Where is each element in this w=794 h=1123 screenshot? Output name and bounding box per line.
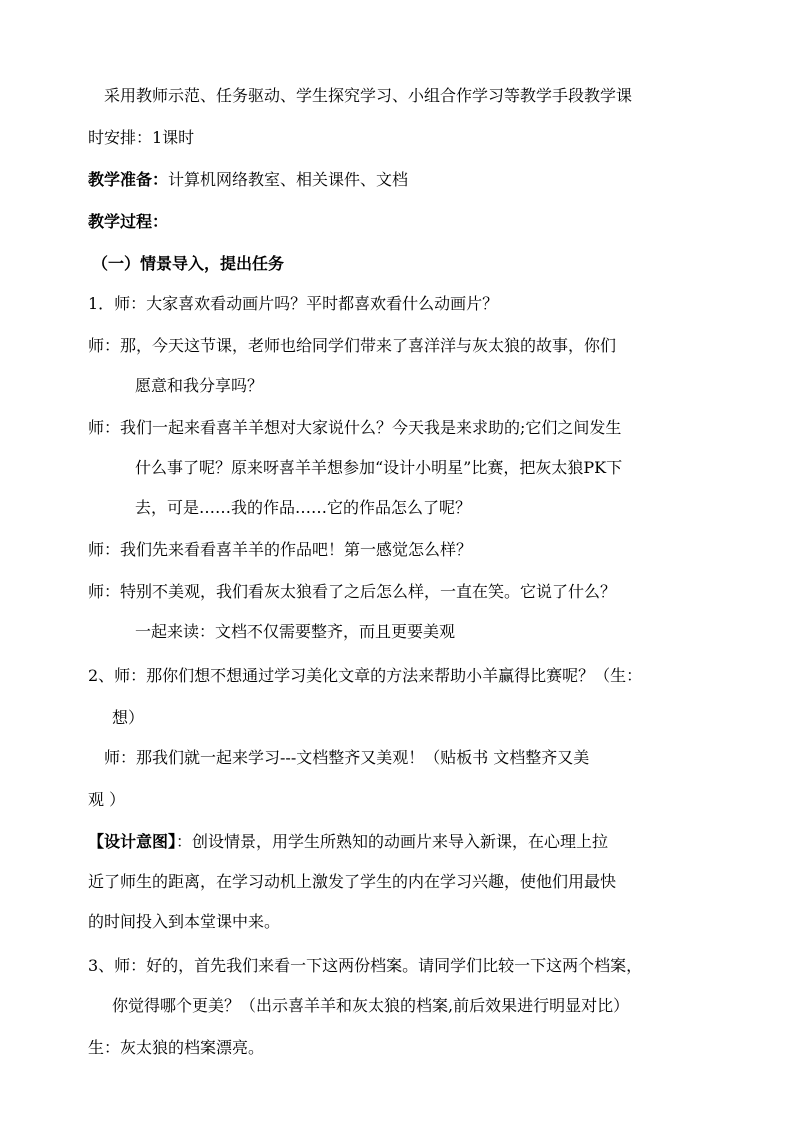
text-line: 师：我们先来看看喜羊羊的作品吧！第一感觉怎么样？	[88, 540, 473, 559]
text-line: 师：那，今天这节课，老师也给同学们带来了喜洋洋与灰太狼的故事，你们	[88, 336, 617, 355]
text-line: 近了师生的距离，在学习动机上激发了学生的内在学习兴趣，使他们用最快	[88, 872, 617, 891]
text-line: 想）	[112, 708, 145, 727]
text-line: 你觉得哪个更美？（出示喜羊羊和灰太狼的档案,前后效果进行明显对比）	[112, 996, 630, 1015]
text-line: 采用教师示范、任务驱动、学生探究学习、小组合作学习等教学手段教学课	[104, 86, 633, 105]
text-line: 3、师：好的，首先我们来看一下这两份档案。请同学们比较一下这两个档案，	[88, 956, 643, 975]
text-line: 师：我们一起来看喜羊羊想对大家说什么？今天我是来求助的;它们之间发生	[88, 418, 622, 437]
design-intent-label: 【设计意图】	[88, 832, 177, 851]
text-line: 生：灰太狼的档案漂亮。	[88, 1038, 265, 1057]
section-heading: （一）情景导入，提出任务	[92, 254, 285, 273]
text-line: 师：那我们就一起来学习---文档整齐又美观！（贴板书 文档整齐又美	[104, 748, 590, 767]
text-line: 1．师：大家喜欢看动画片吗？平时都喜欢看什么动画片？	[88, 294, 499, 313]
text-line: 时安排：1课时	[88, 128, 195, 147]
heading-label: 教学准备：	[88, 170, 169, 189]
text-line: 观 ）	[88, 790, 126, 809]
text-span: ：创设情景，用学生所熟知的动画片来导入新课，在心理上拉	[176, 832, 609, 851]
text-line: 什么事了呢？原来呀喜羊羊想参加“设计小明星”比赛，把灰太狼PK下	[135, 458, 623, 477]
text-line: 2、师：那你们想不想通过学习美化文章的方法来帮助小羊赢得比赛呢？（生：	[88, 666, 643, 685]
text-span: 计算机网络教室、相关课件、文档	[168, 170, 409, 189]
text-line	[88, 170, 408, 190]
text-line	[88, 832, 608, 852]
text-line: 一起来读：文档不仅需要整齐，而且更要美观	[135, 622, 456, 641]
text-line: 去，可是……我的作品……它的作品怎么了呢？	[135, 498, 472, 517]
text-line: 师：特别不美观，我们看灰太狼看了之后怎么样，一直在笑。它说了什么？	[88, 582, 617, 601]
text-line: 愿意和我分享吗？	[135, 376, 264, 395]
text-line: 的时间投入到本堂课中来。	[88, 912, 281, 931]
section-heading: 教学过程：	[88, 212, 169, 231]
